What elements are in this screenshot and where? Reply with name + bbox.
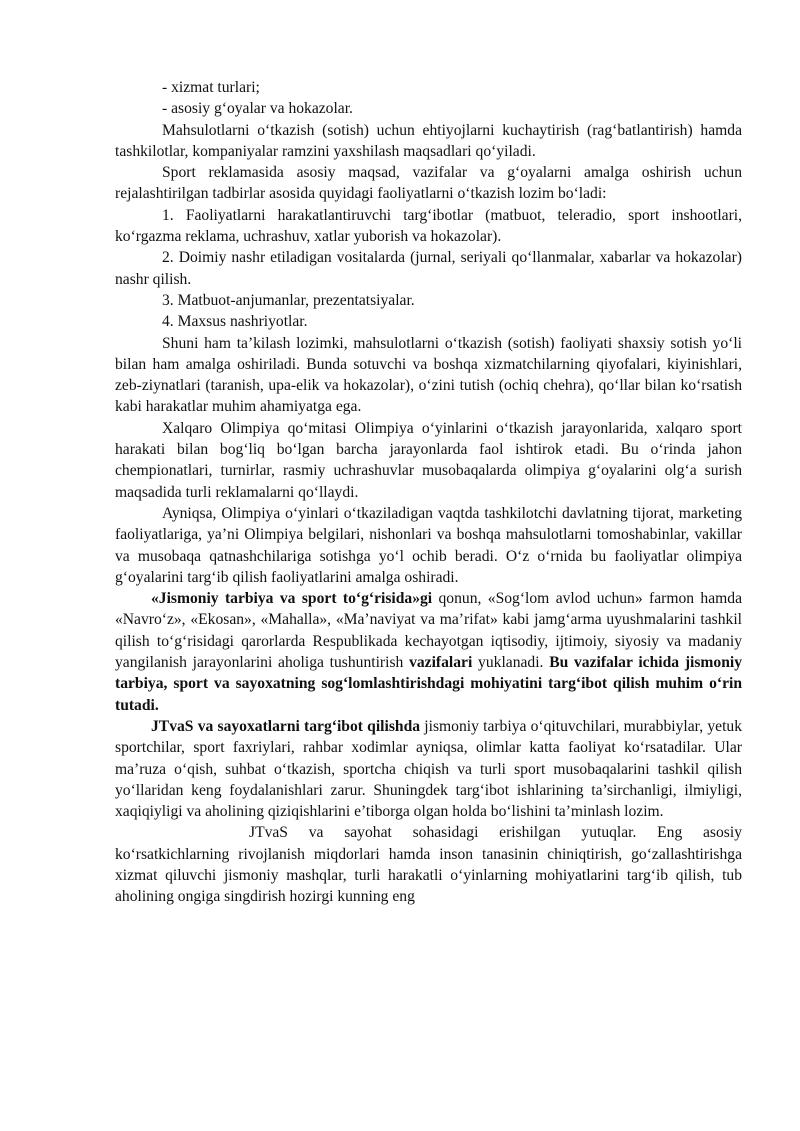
paragraph-main-ideas: - asosiy g‘oyalar va hokazolar.	[162, 100, 353, 118]
paragraph-product-sales: Mahsulotlarni o‘tkazish (sotish) uchun ehtiyojlarni kuchaytirish (rag‘batlantirish) hamda tashkilotlar, kompaniyalar ramzini yaxshilash maqsadlari qo‘yiladi.	[115, 121, 742, 160]
paragraph-olympic-committee: Xalqaro Olimpiya qo‘mitasi Olimpiya o‘yinlarini o‘tkazish jarayonlarida, xalqaro sport harakati bilan bog‘liq bo‘lgan barcha jarayonlarda faol ishtirok etadi. Bu o‘rinda jahon chempionatlari, turnirlar, rasmiy uchrashuvlar musobaqalarda olimpiya g‘oyalarini olg‘a surish maqsadida turli reklamalarni qo‘llaydi.	[115, 419, 742, 501]
document-body	[115, 77, 742, 908]
list-item-3: 3. Matbuot-anjumanlar, prezentatsiyalar.	[162, 291, 415, 309]
paragraph-jtvas-propaganda: JTvaS va sayoxatlarni targ‘ibot qilishda jismoniy tarbiya o‘qituvchilari, murabbiylar, yetuk sportchilar, sport faxriylari, rahbar xodimlar ayniqsa, olimlar katta faoliyat ko‘rsatadilar. Ular ma’ruza o‘qish, suhbat o‘tkazish, sportcha chiqish va turli sport musobaqalarini tashkil qilish yo‘llaridan keng foydalanishlari zarur. Shuningdek targ‘ibot ishlarining ta’sirchanligi, ilmiyligi, xaqiqiyligi va aholining qiziqishlarini e’tiborga olgan holda bo‘lishini ta’minlash lozim.	[115, 717, 742, 821]
paragraph-service-types: - xizmat turlari;	[162, 79, 260, 96]
paragraph-physical-education-law: «Jismoniy tarbiya va sport to‘g‘risida»gi qonun, «Sog‘lom avlod uchun» farmon hamda «Navro‘z», «Ekosan», «Mahalla», «Ma’naviyat va ma’rifat» kabi jamg‘arma uyushmalarini tashkil qilish to‘g‘risidagi qarorlarda Respublikada kechayotgan iqtisodiy, ijtimoiy, siyosiy va madaniy yangilanish jarayonlarini aholiga tushuntirish vazifalari yuklanadi. Bu vazifalar ichida jismoniy tarbiya, sport va sayoxatning sog‘lomlashtirishdagi mohiyatini targ‘ibot qilish muhim o‘rin tutadi.	[115, 590, 743, 714]
list-item-4: 4. Maxsus nashriyotlar.	[162, 313, 308, 331]
list-item-1: 1. Faoliyatlarni harakatlantiruvchi targ‘ibotlar (matbuot, teleradio, sport inshootlari, ko‘rgazma reklama, uchrashuv, xatlar yuborish va hokazolar).	[115, 206, 742, 246]
paragraph-jtvas-achievements: JTvaS va sayohat sohasidagi erishilgan yutuqlar. Eng asosiy ko‘rsatkichlarning rivojlanish miqdorlari hamda inson tanasinin chiniqtirish, go‘zallashtirishga xizmat qiluvchi jismoniy mashqlar, turli harakatli o‘yinlarning mohiyatlarini targ‘ib qilish, tub aholining ongiga singdirish hozirgi kunning eng	[115, 824, 742, 906]
paragraph-personal-selling: Shuni ham ta’kilash lozimki, mahsulotlarni o‘tkazish (sotish) faoliyati shaxsiy sotish yo‘li bilan ham amalga oshiriladi. Bunda sotuvchi va boshqa xizmatchilarning qiyofalari, kiyinishlari, zeb-ziynatlari (taranish, upa-elik va hokazolar), o‘zini tutish (ochiq chehra), qo‘llar bilan ko‘rsatish kabi harakatlar muhim ahamiyatga ega.	[115, 334, 742, 416]
list-item-2: 2. Doimiy nashr etiladigan vositalarda (jurnal, seriyali qo‘llanmalar, xabarlar va hokazolar) nashr qilish.	[115, 249, 742, 288]
paragraph-olympic-games-commerce: Ayniqsa, Olimpiya o‘yinlari o‘tkaziladigan vaqtda tashkilotchi davlatning tijorat, marketing faoliyatlariga, ya’ni Olimpiya belgilari, nishonlari va boshqa mahsulotlarni tomoshabinlar, vakillar va musobaqa qatnashchilariga sotishga yo‘l ochib beradi. O‘z o‘rnida bu faoliyatlar olimpiya g‘oyalarini targ‘ib qilish faoliyatlarini amalga oshiradi.	[115, 504, 742, 586]
paragraph-sport-advertising-goal: Sport reklamasida asosiy maqsad, vazifalar va g‘oyalarni amalga oshirish uchun rejalashtirilgan tadbirlar asosida quyidagi faoliyatlarni o‘tkazish lozim bo‘ladi:	[115, 164, 742, 203]
